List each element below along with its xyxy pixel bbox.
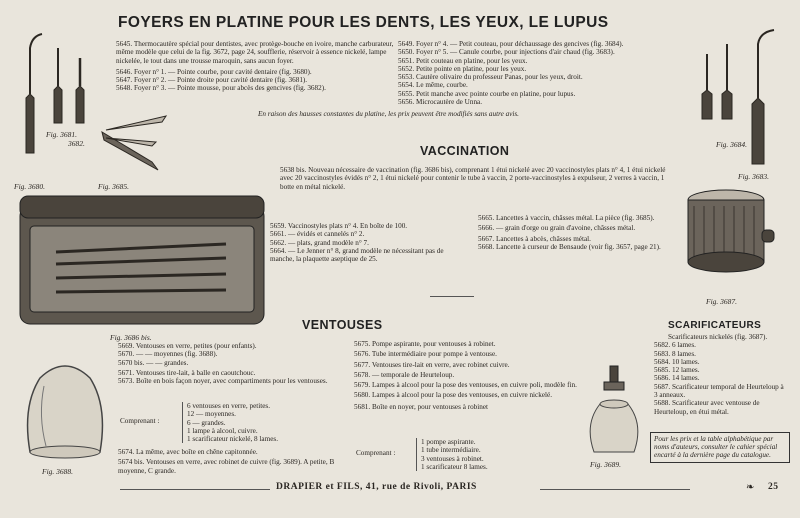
ventouses-item: 5670 bis. — — grandes. xyxy=(118,358,189,367)
scarificateurs-item: 5686. 14 lames. xyxy=(654,374,700,383)
vaccination-item: 5666. — grain d'orge ou grain d'avoine, châsses métal. xyxy=(478,224,636,233)
ventouses-item: 5678. — temporale de Heurteloup. xyxy=(354,370,455,379)
vaccination-item: 5662. — plats, grand modèle n° 7. xyxy=(270,238,369,247)
foyers-right-column xyxy=(398,40,698,106)
foyers-item: 5651. Petit couteau en platine, pour les yeux. xyxy=(398,56,528,65)
figure-3688-illustration xyxy=(20,356,110,462)
vaccination-item: 5664. — Le Jenner n° 8, grand modèle ne nécessitant pas de manche, la plaquette aseptique de 25. xyxy=(270,246,444,264)
vaccination-heading: VACCINATION xyxy=(420,144,510,158)
comprenant-item: 12 — moyennes. xyxy=(187,410,236,419)
foyers-item: 5648. Foyer n° 3. — Pointe mousse, pour abcès des gencives (fig. 3682). xyxy=(116,84,326,93)
figure-3683-caption: Fig. 3683. xyxy=(738,172,770,181)
foyers-left-column xyxy=(116,40,396,93)
comprenant-label: Comprenant : xyxy=(356,449,396,457)
figure-3689-caption: Fig. 3689. xyxy=(590,460,622,469)
comprenant-item: 6 ventouses en verre, petites. xyxy=(187,402,271,410)
figure-3688-caption: Fig. 3688. xyxy=(42,467,74,476)
ventouses-item: 5677. Ventouses tire-lait en verre, avec robinet cuivre. xyxy=(354,360,510,369)
figure-3686bis-caption: Fig. 3686 bis. xyxy=(110,333,152,342)
comprenant-label: Comprenant : xyxy=(120,417,160,425)
foyers-item: 5656. Microcautère de Unna. xyxy=(398,98,483,107)
figure-3685-illustration xyxy=(92,112,172,182)
foyers-item: 5652. Petite pointe en platine, pour les yeux. xyxy=(398,64,527,73)
ventouses-item: 5674 bis. Ventouses en verre, avec robinet de cuivre (fig. 3689). A petite, B moyenne, C grande. xyxy=(118,458,335,475)
scarificateurs-item: 5682. 6 lames. xyxy=(654,341,696,350)
vaccination-intro: 5638 bis. Nouveau nécessaire de vaccination (fig. 3686 bis), comprenant 1 étui nickelé avec 20 vaccinostyles plats n° 4, 1 étui nickelé avec 20 vaccinostyles évidés n° 2, 1 étui nickelé pour contenir le tube à vaccin, 2 porte-vaccinostyles à expulseur, 2 verres à vaccin, 1 botte en métal nickelé. xyxy=(280,166,666,191)
scarificateurs-item: 5684. 10 lames. xyxy=(654,357,700,366)
scarificateurs-item: 5683. 8 lames. xyxy=(654,349,696,358)
vaccination-item: 5668. Lancette à curseur de Bensaude (voir fig. 3657, page 21). xyxy=(478,242,661,251)
foyers-price-note: En raison des hausses constantes du platine, les prix peuvent être modifiés sans autre avis. xyxy=(258,110,519,118)
figure-3689-illustration xyxy=(582,364,648,458)
figure-3687-illustration xyxy=(676,186,780,292)
ventouses-item: 5681. Boîte en noyer, pour ventouses à robinet xyxy=(354,402,489,411)
ventouses-item: 5674. La même, avec boîte en chêne capitonnée. xyxy=(118,448,258,456)
foyers-item: 5650. Foyer n° 5. — Canule courbe, pour injections d'air chaud (fig. 3683). xyxy=(398,48,615,57)
figure-3687-caption: Fig. 3687. xyxy=(706,297,738,306)
foyers-item: 5647. Foyer n° 2. — Pointe droite pour cavité dentaire (fig. 3681). xyxy=(116,76,308,85)
scarificateurs-item: 5687. Scarificateur temporal de Heurteloup à 3 anneaux. xyxy=(654,382,784,400)
comprenant-item: 1 scarificateur 8 lames. xyxy=(421,462,488,471)
footer-rule-right xyxy=(540,489,690,490)
ventouses-item: 5673. Boîte en bois façon noyer, avec compartiments pour les ventouses. xyxy=(118,377,328,386)
foyers-item: 5645. Thermocautère spécial pour dentistes, avec protège-bouche en ivoire, manche carburateur, même modèle que celui de la fig. 3672, page 24, soufflerie, réservoir à essence nickelé, lampe nickelée, le tout dans une trousse maroquin, sans aucun foyer. xyxy=(116,40,394,65)
foyers-item: 5646. Foyer n° 1. — Pointe courbe, pour cavité dentaire (fig. 3680). xyxy=(116,67,312,76)
scarificateurs-price-note: Pour les prix et la table alphabétique par noms d'auteurs, consulter le cahier spécial encarté à la dernière page du catalogue. xyxy=(650,432,790,463)
comprenant-item: 3 ventouses à robinet. xyxy=(421,454,484,463)
foyers-item: 5654. Le même, courbe. xyxy=(398,81,468,90)
ventouses-item: 5679. Lampes à alcool pour la pose des ventouses, en cuivre poli, modèle fin. xyxy=(354,381,577,390)
comprenant-item: 6 — grandes. xyxy=(187,418,226,427)
vaccination-left-column xyxy=(270,222,460,263)
ventouses-item: 5676. Tube intermédiaire pour pompe à ventouse. xyxy=(354,350,497,359)
figure-3684-illustration xyxy=(694,24,794,174)
figure-3680-caption: Fig. 3680. xyxy=(14,182,46,191)
ventouses-left-column xyxy=(118,342,348,385)
foyers-item: 5653. Cautère olivaire du professeur Panas, pour les yeux, droit. xyxy=(398,73,583,82)
ventouses-item: 5670. — — moyennes (fig. 3688). xyxy=(118,350,218,359)
comprenant-item: 1 tube intermédiaire. xyxy=(421,446,481,455)
ventouses-left-tail xyxy=(118,448,350,475)
foyers-item: 5649. Foyer n° 4. — Petit couteau, pour déchaussage des gencives (fig. 3684). xyxy=(398,40,624,48)
comprenant-item: 1 scarificateur nickelé, 8 lames. xyxy=(187,435,278,444)
ventouses-heading: VENTOUSES xyxy=(302,318,383,332)
foyers-item: 5655. Petit manche avec pointe courbe en platine, pour lupus. xyxy=(398,89,576,98)
vaccination-item: 5661. — évidés et cannelés n° 2. xyxy=(270,230,365,239)
ventouses-item: 5669. Ventouses en verre, petites (pour enfants). xyxy=(118,342,257,350)
scarificateurs-item: 5688. Scarificateur avec ventouse de Heurteloup, en étui métal. xyxy=(654,399,760,416)
figure-3684-caption: Fig. 3684. xyxy=(716,140,748,149)
vaccination-item: 5665. Lancettes à vaccin, châsses métal. La pièce (fig. 3685). xyxy=(478,214,655,222)
ornament-icon: ❧ xyxy=(746,482,755,493)
vaccination-item: 5667. Lancettes à abcès, châsses métal. xyxy=(478,234,591,243)
vaccination-item: 5659. Vaccinostyles plats n° 4. En boîte de 100. xyxy=(270,222,408,230)
ventouses-item: 5675. Pompe aspirante, pour ventouses à robinet. xyxy=(354,340,496,348)
scarificateurs-intro: Scarificateurs nickelés (fig. 3687). xyxy=(668,333,768,341)
footer-publisher: DRAPIER et FILS, 41, rue de Rivoli, PARIS xyxy=(276,482,477,492)
scarificateurs-column xyxy=(654,333,784,416)
scarificateurs-item: 5685. 12 lames. xyxy=(654,366,700,375)
page-number: 25 xyxy=(768,482,779,492)
ventouses-item: 5680. Lampes à alcool pour la pose des ventouses, en cuivre nickelé. xyxy=(354,391,552,400)
figure-3681-caption: Fig. 3681. 3682. xyxy=(46,130,85,148)
figure-3685-caption: Fig. 3685. xyxy=(98,182,130,191)
scarificateurs-heading: SCARIFICATEURS xyxy=(668,320,762,331)
vaccination-divider xyxy=(430,296,474,297)
page-title: FOYERS EN PLATINE POUR LES DENTS, LES YEUX, LE LUPUS xyxy=(118,14,609,31)
comprenant-item: 1 lampe à alcool, cuivre. xyxy=(187,426,258,435)
ventouses-item: 5671. Ventouses tire-lait, à balle en caoutchouc. xyxy=(118,368,256,377)
vaccination-right-column xyxy=(478,214,678,251)
figure-3686bis-illustration xyxy=(16,192,270,330)
comprenant-item: 1 pompe aspirante. xyxy=(421,438,476,446)
ventouses-right-column xyxy=(354,340,582,411)
footer-rule-left xyxy=(120,489,270,490)
